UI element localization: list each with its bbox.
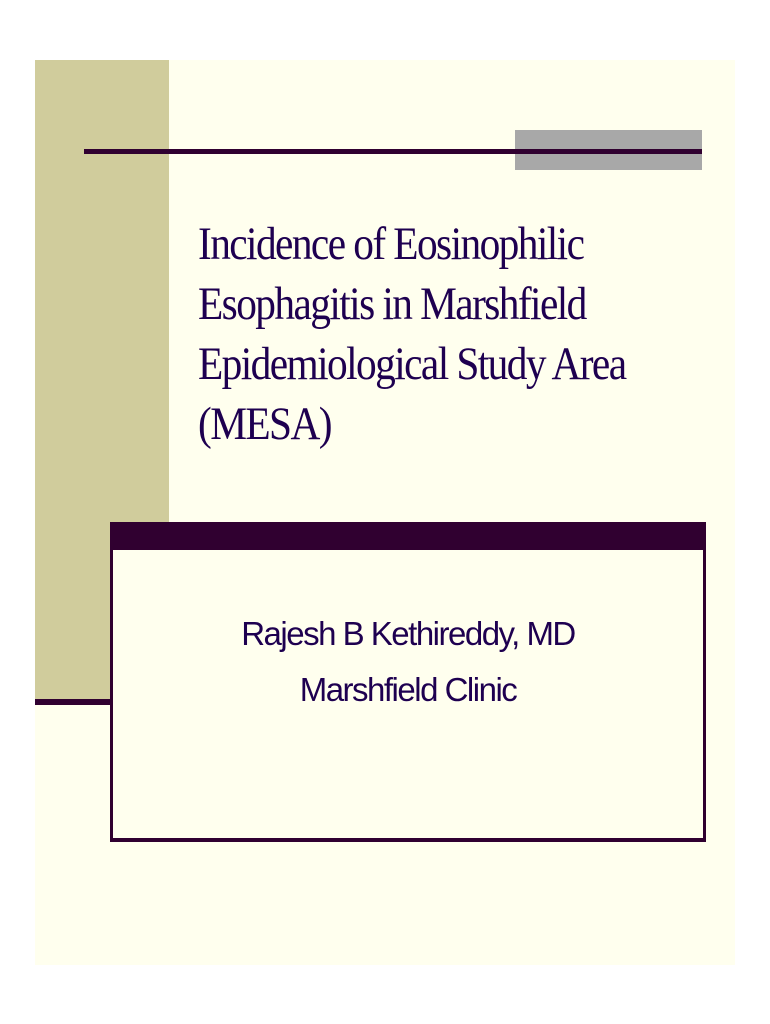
title-line: (MESA) <box>198 398 331 450</box>
slide-subtitle <box>110 606 706 718</box>
title-line: Esophagitis in Marshfield <box>198 278 586 330</box>
top-rule-overlay <box>515 149 702 154</box>
title-line: Epidemiological Study Area <box>198 338 626 390</box>
affiliation: Marshfield Clinic <box>299 671 517 708</box>
subtitle-box-header <box>110 522 706 550</box>
side-band-rule <box>35 699 115 705</box>
author-name: Rajesh B Kethireddy, MD <box>241 615 575 652</box>
title-line: Incidence of Eosinophilic <box>198 218 584 270</box>
slide-title <box>198 214 656 454</box>
